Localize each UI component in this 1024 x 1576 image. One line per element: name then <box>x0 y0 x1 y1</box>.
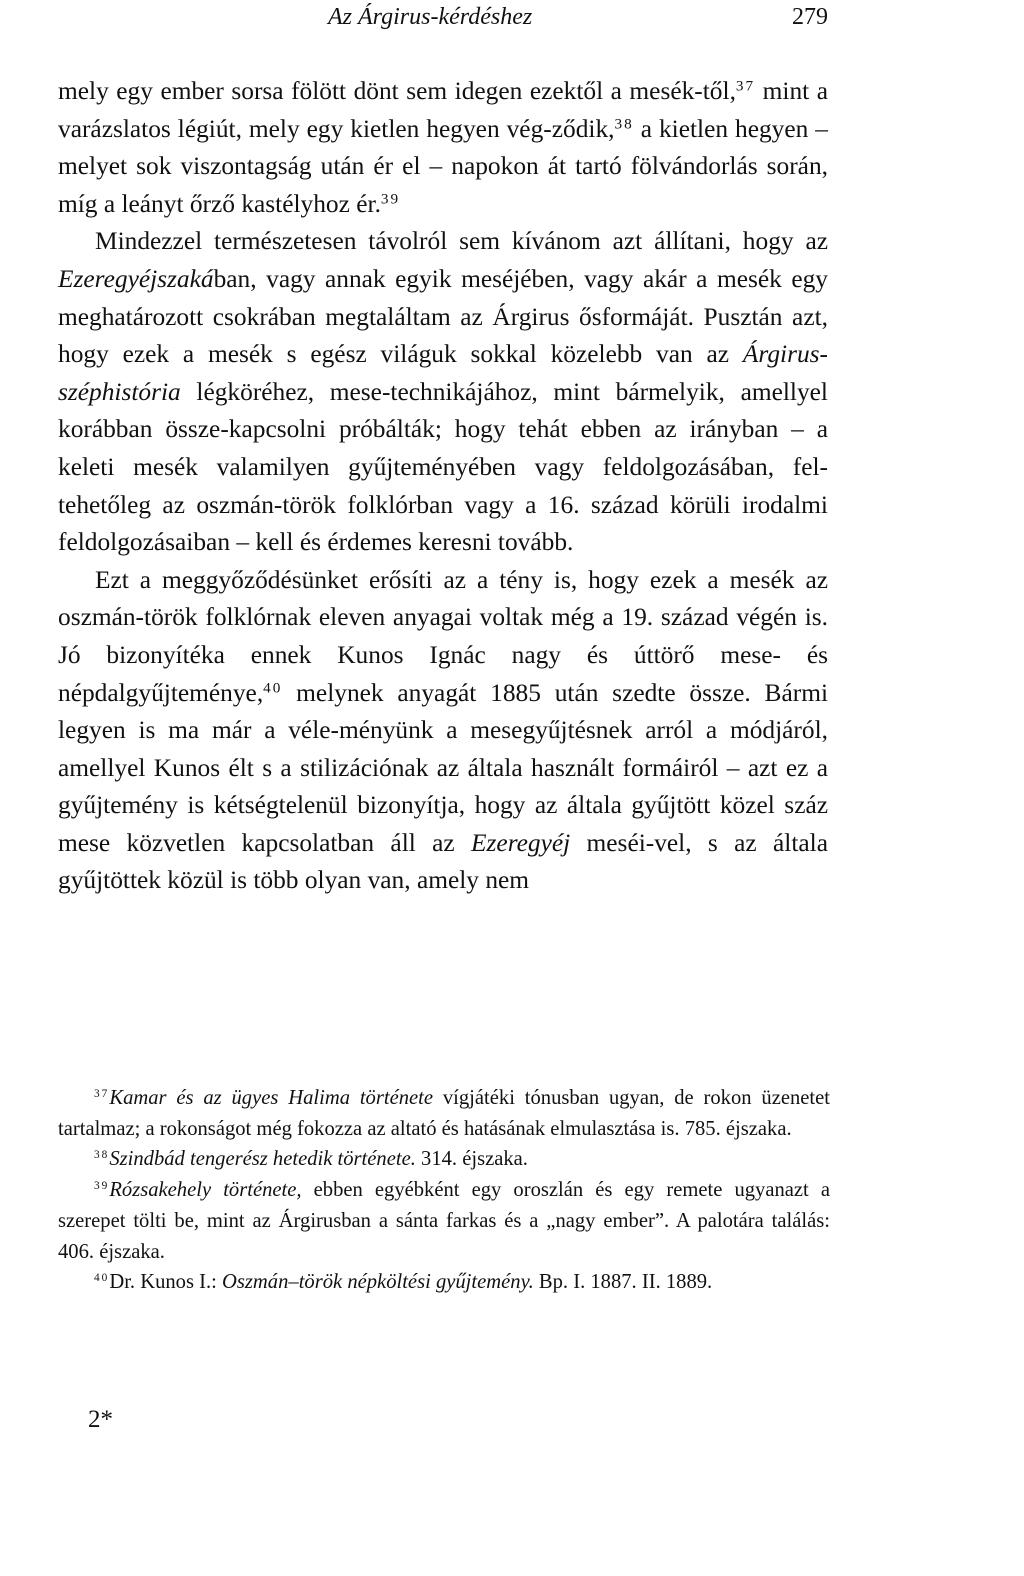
italic-title: Árgirus-széphistória <box>58 340 828 406</box>
text-run: ban, vagy annak egyik meséjében, vagy akár a mesék egy meghatározott csokrában megtaláltam az Árgirus ősformáját. Pusztán azt, hogy ezek a mesék s egész világuk sokkal közelebb van az <box>58 264 828 369</box>
footnote-text: 314. éjszaka. <box>415 1148 528 1171</box>
footnote-text: vígjátéki tónusban ugyan, de rokon üzenetet tartalmaz; a rokonságot még fokozza az altató és hatásának elmulasztása is. 785. éjszaka. <box>58 1087 830 1140</box>
footnote-ref-37: 37 <box>735 77 756 95</box>
text-run: a kietlen hegyen – melyet sok viszontagság után ér el – napokon át tartó fölvándorlás során, míg a leányt őrző kastélyhoz ér. <box>58 114 828 218</box>
footnote-ref-40: 40 <box>263 679 283 697</box>
running-title: Az Árgirus-kérdéshez <box>328 4 533 30</box>
footnote-ref-39: 39 <box>380 190 401 208</box>
footnote-number: 37 <box>94 1088 110 1101</box>
footnote-title: Oszmán–török népköltési gyűjtemény. <box>222 1271 534 1294</box>
signature-mark: 2* <box>88 1406 113 1433</box>
footnote-title: Szindbád tengerész hetedik története. <box>109 1148 416 1171</box>
footnote-ref-38: 38 <box>614 115 634 133</box>
footnote-40 <box>58 1267 830 1298</box>
footnote-text: Bp. I. 1887. II. 1889. <box>533 1271 713 1294</box>
footnote-title: Rózsakehely története, <box>109 1179 302 1202</box>
footnote-text: ebben egyébként egy oroszlán és egy remete ugyanazt a szerepet tölti be, mint az Árgirusban a sánta farkas és a „nagy ember”. A palotára találás: 406. éjszaka. <box>58 1179 830 1263</box>
text-run: mint a varázslatos légiút, mely egy kietlen hegyen vég-ződik, <box>58 77 828 143</box>
footnote-38 <box>58 1144 830 1175</box>
paragraph-3 <box>58 562 828 900</box>
italic-title: Ezeregyéjszaká <box>58 264 214 293</box>
footnote-number: 40 <box>94 1272 110 1285</box>
text-run: melynek anyagát 1885 után szedte össze. Bármi legyen is ma már a véle-ményünk a mesegyűjtésnek arról a módjáról, amellyel Kunos élt s a stilizációnak az általa használt formáiról – azt ez a gyűjtemény is kétségtelenül bizonyítja, hogy az általa gyűjtött közel száz mese közvetlen kapcsolatban áll az <box>58 678 828 857</box>
footnote-39 <box>58 1175 830 1267</box>
paragraph-2 <box>58 223 828 561</box>
main-text <box>58 73 828 900</box>
footnote-title: Kamar és az ügyes Halima története <box>109 1087 434 1109</box>
footnote-text: Dr. Kunos I.: <box>109 1271 223 1294</box>
footnote-number: 39 <box>94 1180 110 1193</box>
text-run: l, <box>722 77 736 105</box>
paragraph-1 <box>58 73 828 223</box>
running-head <box>58 4 828 38</box>
footnotes <box>58 1083 830 1298</box>
text-run: légköréhez, mese-technikájához, mint bármelyik, amellyel korábban össze-kapcsolni próbálták; hogy tehát ebben az irányban – a keleti mesék valamilyen gyűjteményében vagy feldolgozásában, fel-tehetőleg az oszmán-török folklórban vagy a 16. század körüli irodalmi feldolgozásaiban – kell és érdemes keresni tovább. <box>58 377 828 557</box>
text-run: meséi-vel, s az általa gyűjtöttek közül is több olyan van, amely nem <box>58 828 828 895</box>
italic-title: Ezeregyéj <box>471 828 571 857</box>
text-run: Mindezzel természetesen távolról sem kívánom azt állítani, hogy az <box>95 227 828 256</box>
footnote-37 <box>58 1083 830 1144</box>
footnote-number: 38 <box>94 1149 110 1162</box>
text-run: Ezt a meggyőződésünket erősíti az a tény is, hogy ezek a mesék az oszmán-török folklórnak eleven anyagai voltak még a 19. század végén is. Jó bizonyítéka ennek Kunos Ignác nagy és úttörő mese- és népdalgyűjteménye, <box>58 565 828 707</box>
text-run: mely egy ember sorsa fölött dönt sem idegen ezektől a mesék-tő <box>58 77 723 105</box>
page-number: 279 <box>792 4 828 30</box>
